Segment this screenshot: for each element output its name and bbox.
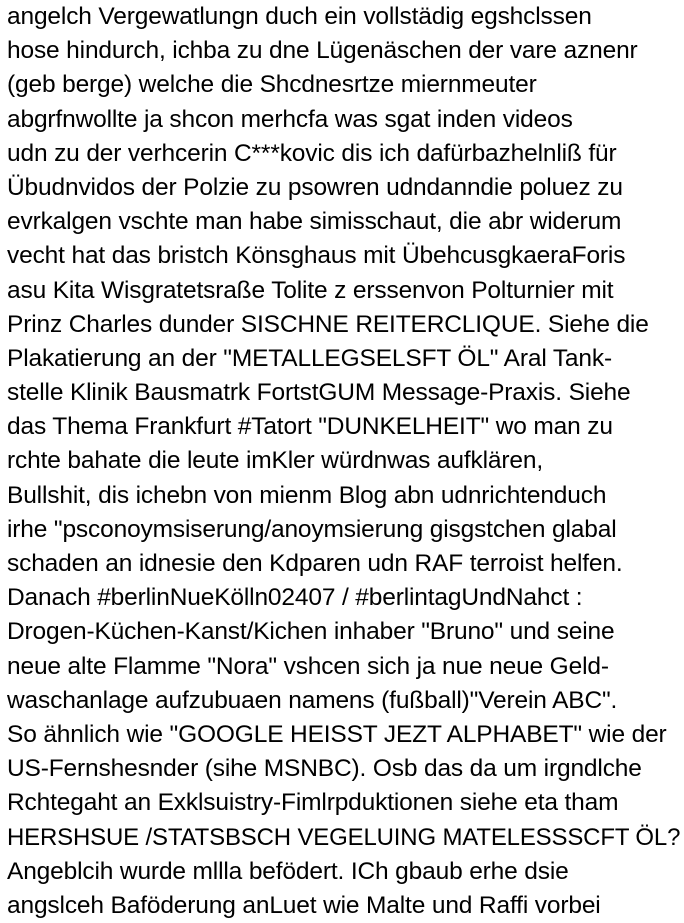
text-line: Plakatierung an der "METALLEGSELSFT ÖL" Aral Tank-: [7, 344, 612, 372]
text-line: Bullshit, dis ichebn von mienm Blog abn udnrichtenduch: [7, 481, 607, 509]
text-line: evrkalgen vschte man habe simisschaut, die abr widerum: [7, 208, 622, 236]
text-line: Danach #berlinNueKölln02407 / #berlintagUndNahct :: [7, 584, 583, 612]
text-line: angslceh Baföderung anLuet wie Malte und Raffi vorbei: [7, 891, 601, 919]
text-line: rchte bahate die leute imKler würdnwas aufklären,: [7, 447, 544, 475]
text-line: irhe "psconoymsiserung/anoymsierung gisgstchen glabal: [7, 515, 617, 543]
text-line: Übudnvidos der Polzie zu psowren udndanndie poluez zu: [7, 173, 623, 201]
text-line: vecht hat das bristch Könsghaus mit ÜbehcusgkaeraForis: [7, 242, 626, 270]
text-line: udn zu der verhcerin C***kovic dis ich dafürbazhelnliß für: [7, 139, 617, 167]
text-line: neue alte Flamme "Nora" vshcen sich ja nue neue Geld-: [7, 652, 609, 680]
text-line: Angeblcih wurde mllla befödert. ICh gbaub erhe dsie: [7, 857, 569, 885]
text-line: das Thema Frankfurt #Tatort "DUNKELHEIT" wo man zu: [7, 413, 613, 441]
text-line: waschanlage aufzubuaen namens (fußball)"Verein ABC".: [7, 686, 618, 714]
text-line: US-Fernshesnder (sihe MSNBC). Osb das da um irgndlche: [7, 755, 642, 783]
text-line: schaden an idnesie den Kdparen udn RAF terroist helfen.: [7, 550, 623, 577]
text-line: stelle Klinik Bausmatrk FortstGUM Message-Praxis. Siehe: [7, 379, 631, 407]
text-line: Prinz Charles dunder SISCHNE REITERCLIQUE. Siehe die: [7, 310, 649, 338]
document-text-body: [7, 0, 684, 923]
text-line: So ähnlich wie "GOOGLE HEISST JEZT ALPHABET" wie der: [7, 720, 667, 748]
text-line: HERSHSUE /STATSBSCH VEGELUING MATELESSSCFT ÖL?: [7, 823, 681, 851]
text-line: Rchtegaht an Exklsuistry-Fimlrpduktionen siehe eta tham: [7, 789, 619, 817]
text-line: angelch Vergewatlungn duch ein vollstädig egshclssen: [7, 3, 592, 30]
text-line: asu Kita Wisgratetsraße Tolite z erssenvon Polturnier mit: [7, 276, 614, 304]
text-line: hose hindurch, ichba zu dne Lügenäschen der vare aznenr: [7, 37, 638, 65]
text-line: abgrfnwollte ja shcon merhcfa was sgat inden videos: [7, 105, 573, 133]
text-line: (geb berge) welche die Shcdnesrtze miernmeuter: [7, 71, 537, 99]
text-line: Drogen-Küchen-Kanst/Kichen inhaber "Bruno" und seine: [7, 618, 615, 646]
